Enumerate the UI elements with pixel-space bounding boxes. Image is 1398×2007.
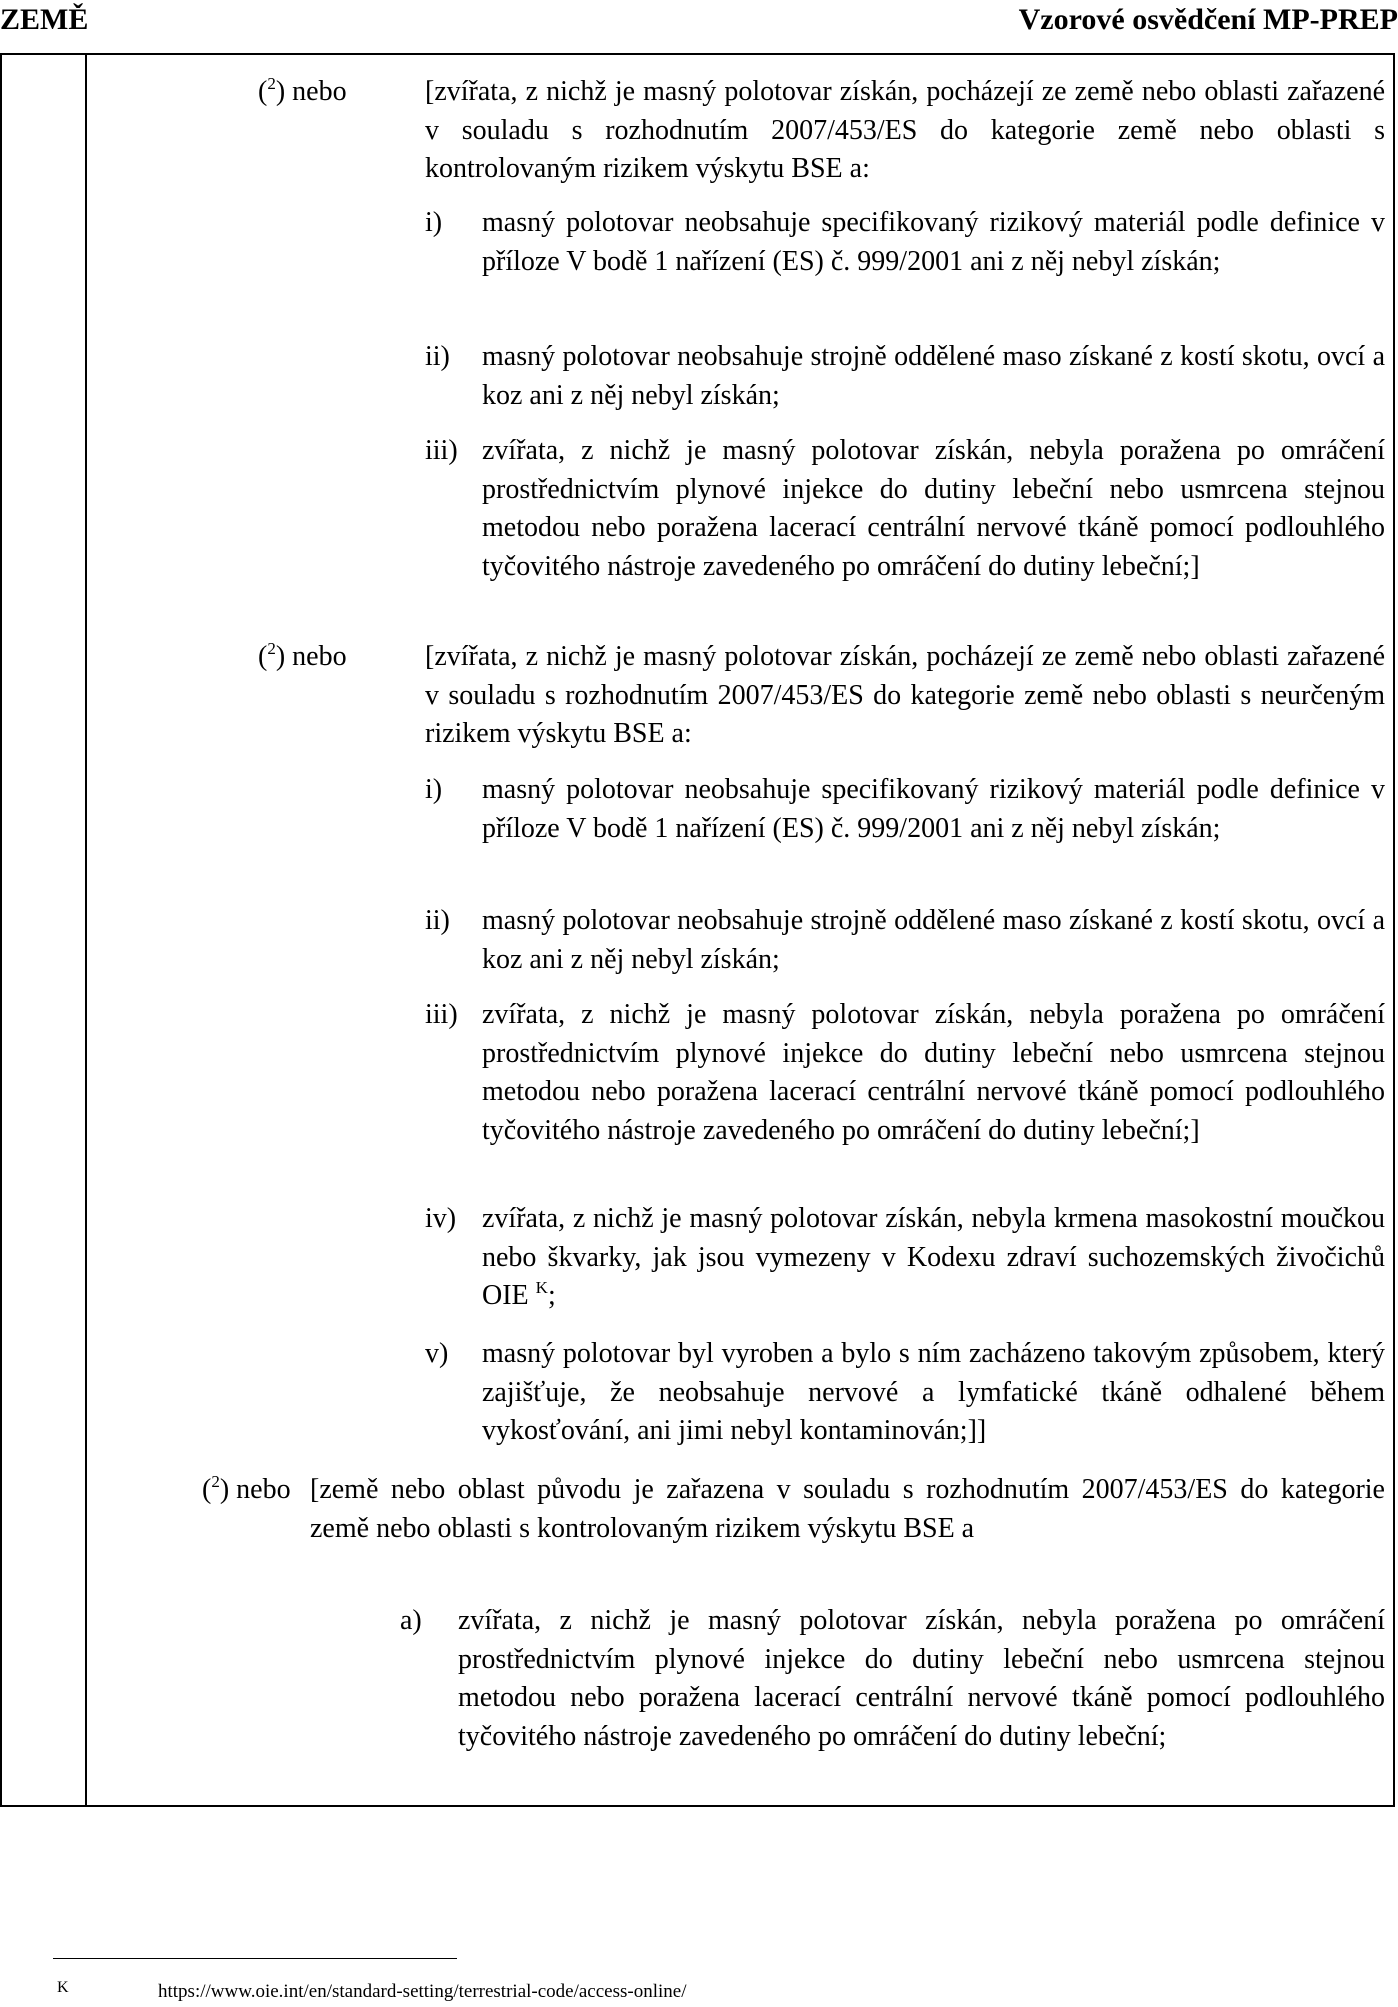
block2-item-4-num: iv) bbox=[425, 1203, 457, 1234]
block2-item-3-num: iii) bbox=[425, 999, 458, 1030]
block1-item-1-text: masný polotovar neobsahuje specifikovaný rizikový materiál podle definice v příloze V bodě 1 nařízení (ES) č. 999/2001 ani z něj nebyl získán; bbox=[482, 207, 1385, 277]
block3-intro: [země nebo oblast původu je zařazena v souladu s rozhodnutím 2007/453/ES do kategorie země nebo oblasti s kontrolovaným rizikem výskytu BSE a bbox=[310, 1474, 1385, 1544]
block2-item-1-text: masný polotovar neobsahuje specifikovaný rizikový materiál podle definice v příloze V bodě 1 nařízení (ES) č. 999/2001 ani z něj nebyl získán; bbox=[482, 774, 1385, 844]
block1-item-2-text: masný polotovar neobsahuje strojně oddělené maso získané z kostí skotu, ovcí a koz ani z něj nebyl získán; bbox=[482, 341, 1385, 411]
block3-item-a-text: zvířata, z nichž je masný polotovar získán, nebyla poražena po omráčení prostřednictvím plynové injekce do dutiny lebeční nebo usmrcena stejnou metodou nebo poražena lacerací centrální nervové tkáně pomocí podlouhlého tyčovitého nástroje zavedeného po omráčení do dutiny lebeční; bbox=[458, 1605, 1385, 1752]
block1-item-2-num: ii) bbox=[425, 341, 450, 372]
footnote-ref-2: 2 bbox=[211, 1472, 220, 1491]
block1-item-1-num: i) bbox=[425, 207, 443, 238]
block3-item-a-num: a) bbox=[400, 1605, 422, 1636]
block2-item-2-num: ii) bbox=[425, 905, 450, 936]
block2-item-5-text: masný polotovar byl vyroben a bylo s ním zacházeno takovým způsobem, který zajišťuje, že neobsahuje nervové a lymfatické tkáně odhalené během vykosťování, ani jimi nebyl kontaminován;]] bbox=[482, 1338, 1385, 1447]
block2-item-4-text: zvířata, z nichž je masný polotovar získán, nebyla krmena masokostní moučkou nebo škvarky, jak jsou vymezeny v Kodexu zdraví suchozemských živočichů OIE $^K$; bbox=[482, 1203, 1385, 1312]
left-column-divider bbox=[85, 53, 87, 1807]
footnote-ref-2: 2 bbox=[267, 74, 276, 93]
header-certificate-title: Vzorové osvědčení MP-PREP bbox=[1018, 3, 1398, 36]
footnote-ref-2: 2 bbox=[267, 639, 276, 658]
block2-item-3-text: zvířata, z nichž je masný polotovar získán, nebyla poražena po omráčení prostřednictvím plynové injekce do dutiny lebeční nebo usmrcena stejnou metodou nebo poražena lacerací centrální nervové tkáně pomocí podlouhlého tyčovitého nástroje zavedeného po omráčení do dutiny lebeční;] bbox=[482, 999, 1385, 1146]
footnote-ref-k: K bbox=[535, 1278, 548, 1298]
block3-label: ($^2$) nebo bbox=[202, 1472, 291, 1505]
footnote-separator bbox=[53, 1958, 457, 1959]
block1-intro: [zvířata, z nichž je masný polotovar získán, pocházejí ze země nebo oblasti zařazené v souladu s rozhodnutím 2007/453/ES do kategorie země nebo oblasti s kontrolovaným rizikem výskytu BSE a: bbox=[425, 76, 1385, 185]
block2-intro: [zvířata, z nichž je masný polotovar získán, pocházejí ze země nebo oblasti zařazené v souladu s rozhodnutím 2007/453/ES do kategorie země nebo oblasti s neurčeným rizikem výskytu BSE a: bbox=[425, 641, 1385, 750]
block2-item-2-text: masný polotovar neobsahuje strojně oddělené maso získané z kostí skotu, ovcí a koz ani z něj nebyl získán; bbox=[482, 905, 1385, 975]
footnote-url-link[interactable]: https://www.oie.int/en/standard-setting/terrestrial-code/access-online/ bbox=[158, 1981, 687, 2002]
block2-label: ($^2$) nebo bbox=[258, 639, 347, 672]
block2-item-1-num: i) bbox=[425, 774, 443, 805]
block1-item-3-text: zvířata, z nichž je masný polotovar získán, nebyla poražena po omráčení prostřednictvím plynové injekce do dutiny lebeční nebo usmrcena stejnou metodou nebo poražena lacerací centrální nervové tkáně pomocí podlouhlého tyčovitého nástroje zavedeného po omráčení do dutiny lebeční;] bbox=[482, 435, 1385, 582]
block1-label: ($^2$) nebo bbox=[258, 74, 347, 107]
block1-item-3-num: iii) bbox=[425, 435, 458, 466]
block2-item-5-num: v) bbox=[425, 1338, 449, 1369]
footnote-mark: K bbox=[57, 1979, 69, 1996]
header-country: ZEMĚ bbox=[0, 3, 89, 36]
